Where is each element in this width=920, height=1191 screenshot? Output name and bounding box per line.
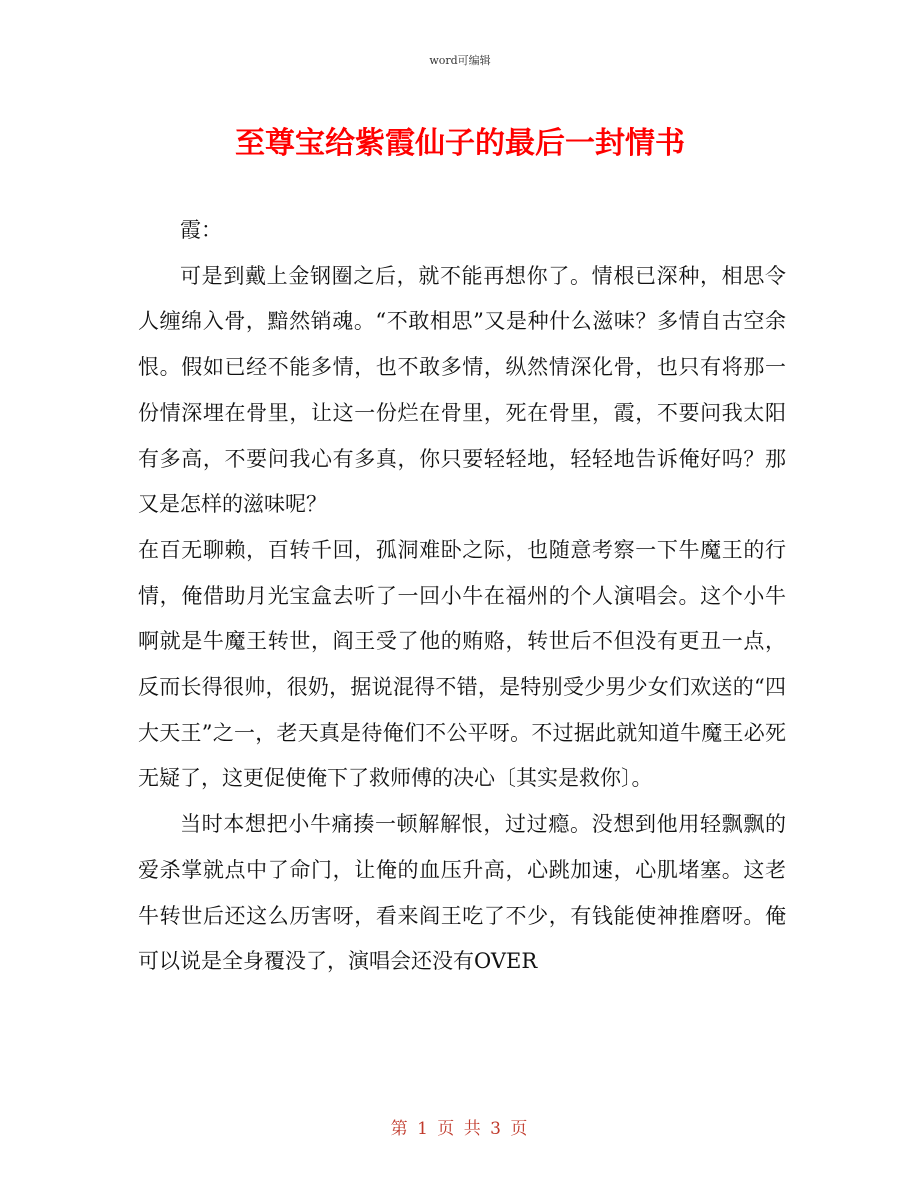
document-body <box>138 208 786 985</box>
document-title: 至尊宝给紫霞仙子的最后一封情书 <box>235 126 685 161</box>
paragraph-2: 在百无聊赖，百转千回，孤洞难卧之际，也随意考察一下牛魔王的行情，俺借助月光宝盒去听了一回小牛在福州的个人演唱会。这个小牛啊就是牛魔王转世，阎王受了他的贿赂，转世后不但没有更丑一点，反而长得很帅，很奶，据说混得不错，是特别受少男少女们欢送的“四大天王”之一，老天真是待俺们不公平呀。不过据此就知道牛魔王必死无疑了，这更促使俺下了救师傅的决心〔其实是救你〕。 <box>138 537 786 791</box>
salutation: 霞： <box>180 218 222 242</box>
page-number-footer: 第 1 页 共 3 页 <box>390 1119 530 1139</box>
header-note: word可编辑 <box>429 54 491 67</box>
paragraph-1: 可是到戴上金钢圈之后，就不能再想你了。情根已深种，相思令人缠绵入骨，黯然销魂。“不敢相思”又是种什么滋味？多情自古空余恨。假如已经不能多情，也不敢多情，纵然情深化骨，也只有将那一份情深埋在骨里，让这一份烂在骨里，死在骨里，霞，不要问我太阳有多高，不要问我心有多真，你只要轻轻地，轻轻地告诉俺好吗？那又是怎样的滋味呢？ <box>138 263 786 517</box>
paragraph-3: 当时本想把小牛痛揍一顿解解恨，过过瘾。没想到他用轻飘飘的爱杀掌就点中了命门，让俺的血压升高，心跳加速，心肌堵塞。这老牛转世后还这么历害呀，看来阎王吃了不少，有钱能使神推磨呀。俺可以说是全身覆没了，演唱会还没有OVER <box>138 812 786 974</box>
